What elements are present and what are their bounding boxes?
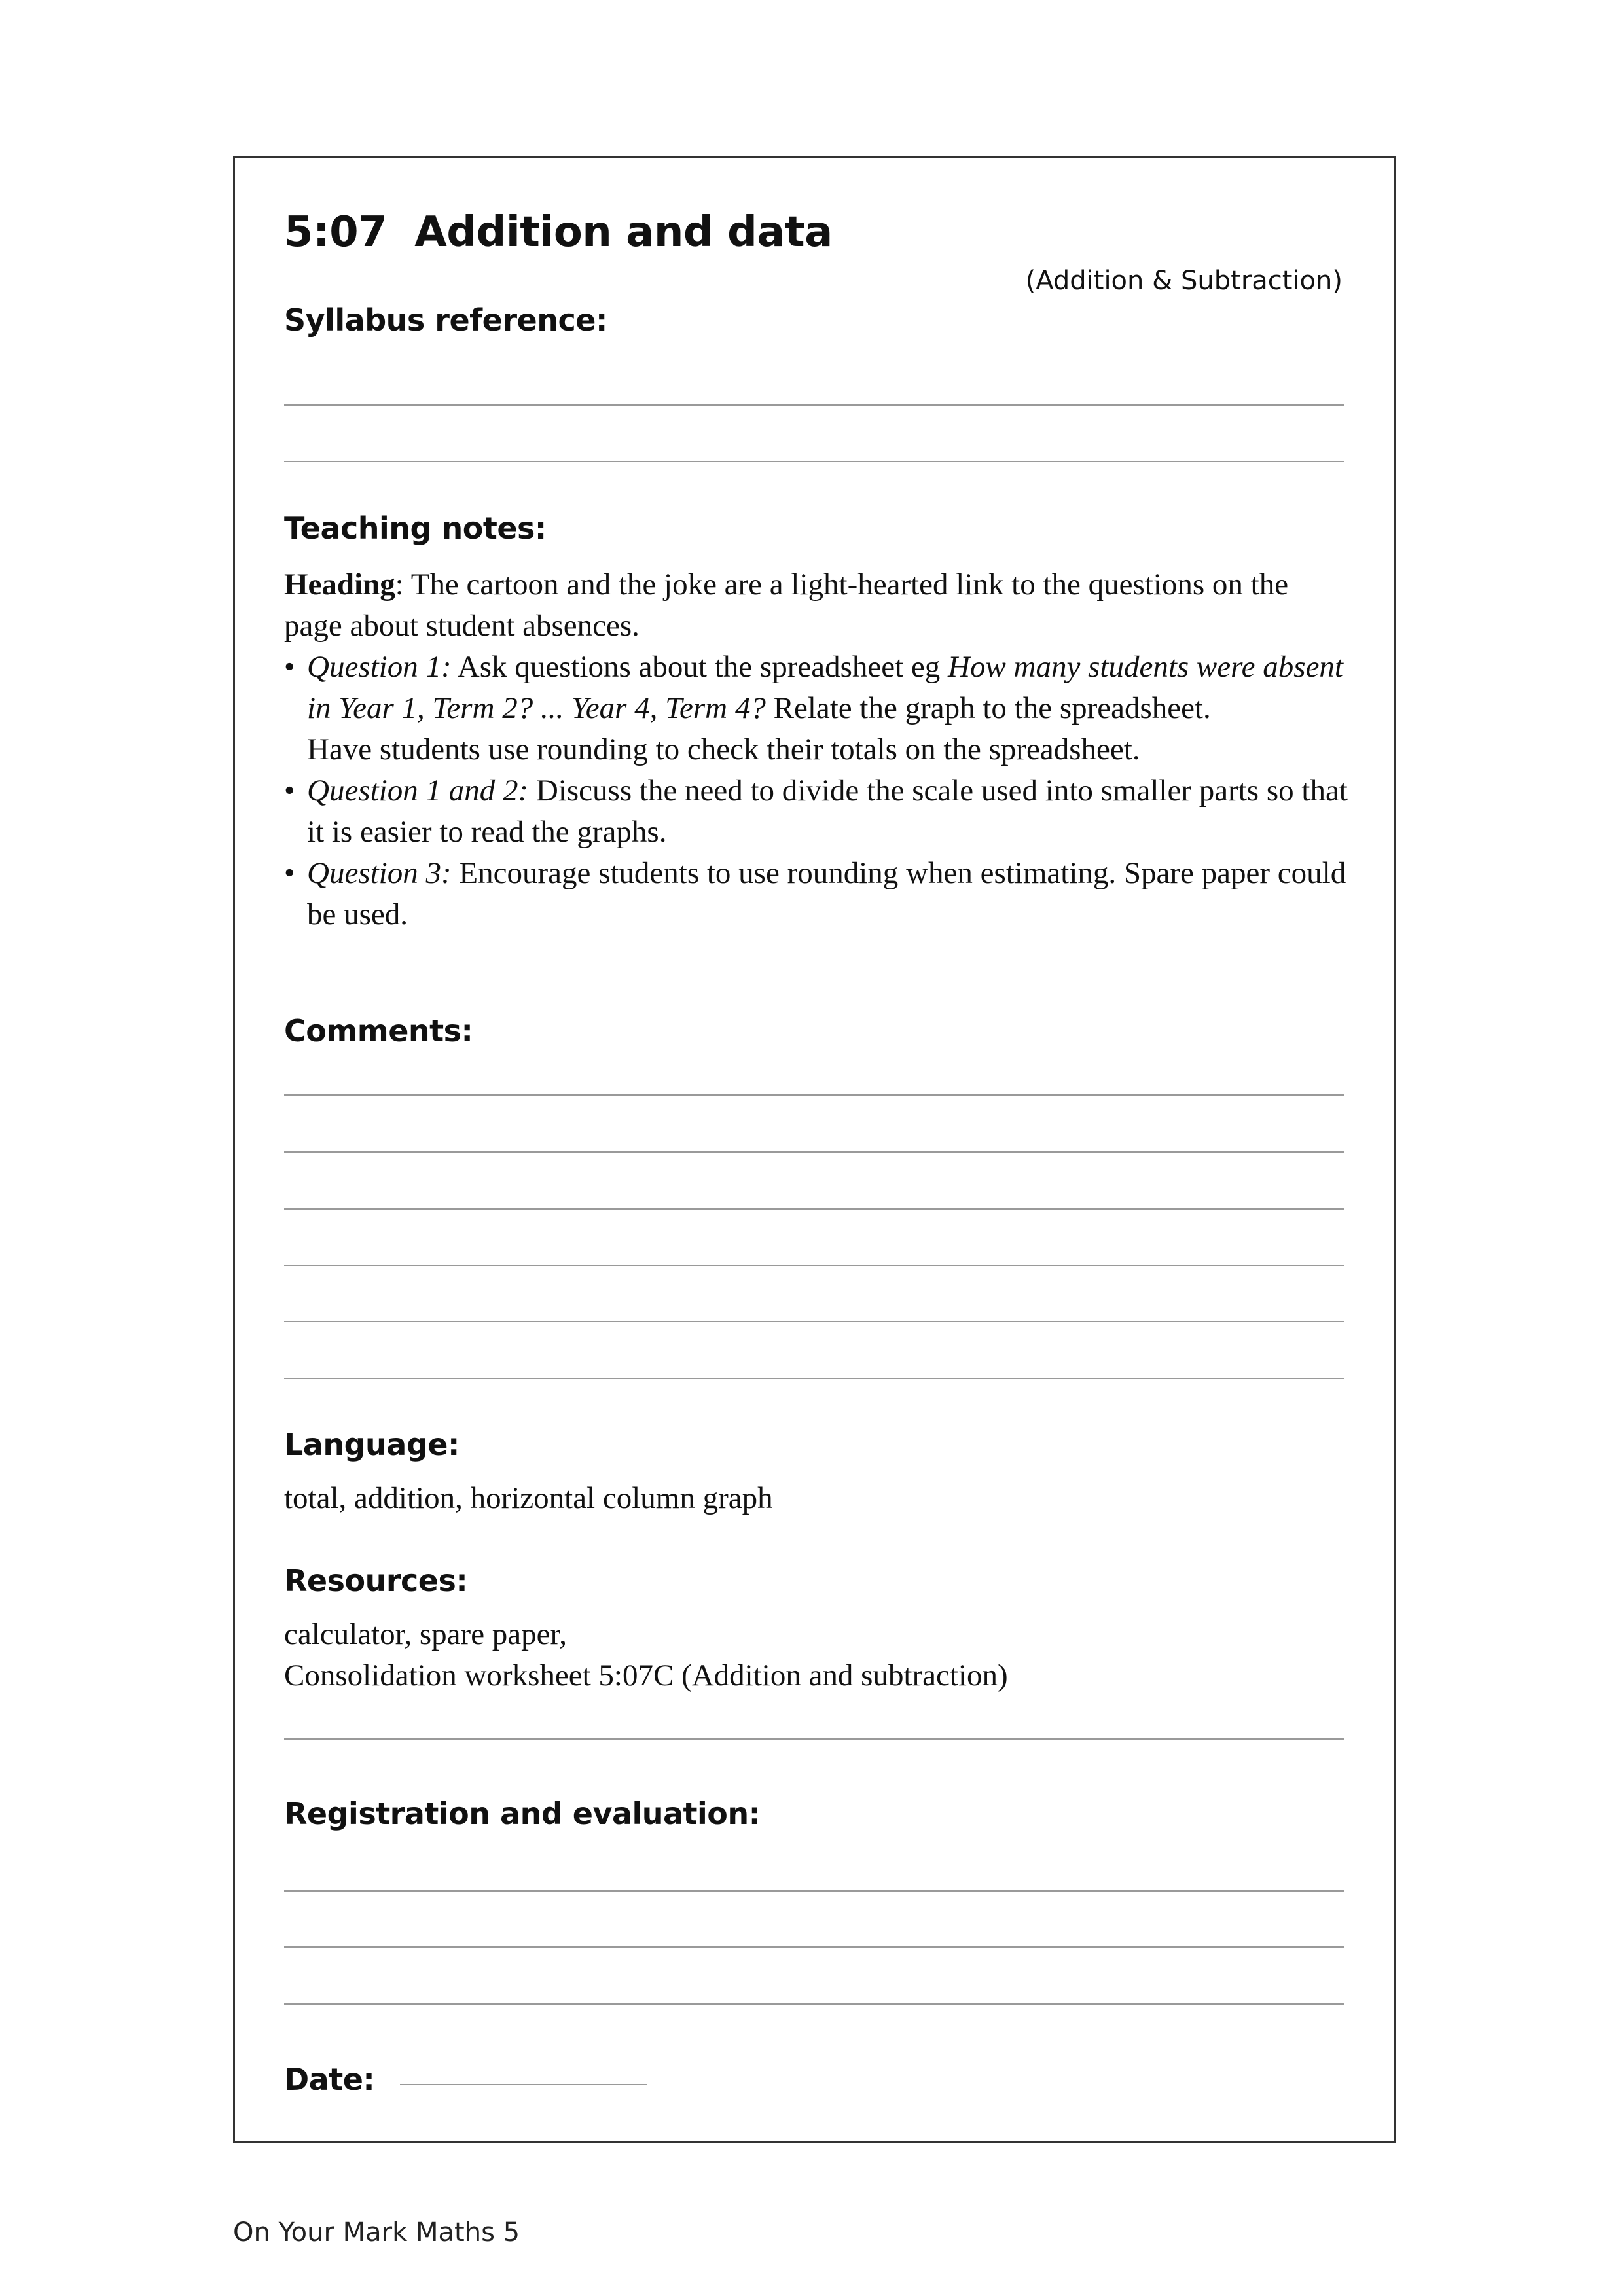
resources-line-1: calculator, spare paper, — [284, 1617, 568, 1651]
q12-text: Discuss the need to divide the scale used into smaller parts so that it is easier to read the graphs. — [307, 774, 1348, 849]
q3-text: Encourage students to use rounding when estimating. Spare paper could be used. — [307, 856, 1346, 931]
registration-line-2 — [284, 1946, 1344, 1948]
syllabus-heading: Syllabus reference: — [284, 302, 607, 338]
teaching-notes-heading: Teaching notes: — [284, 511, 547, 546]
comments-line-4 — [284, 1265, 1344, 1266]
resources-line-2: Consolidation worksheet 5:07C (Addition and subtraction) — [284, 1659, 1008, 1693]
syllabus-line-2 — [284, 461, 1344, 462]
registration-line-1 — [284, 1890, 1344, 1892]
resources-text — [284, 1614, 1351, 1696]
language-heading: Language: — [284, 1427, 460, 1462]
registration-line-3 — [284, 2003, 1344, 2005]
lesson-number: 5:07 — [284, 208, 388, 257]
bullet-question-1 — [284, 647, 1351, 729]
intro-paragraph — [284, 564, 1351, 647]
q1-italic: How many students were absent in Year 1, Term 2? ... Year 4, Term 4? — [307, 650, 1343, 725]
footer-text: On Your Mark Maths 5 — [233, 2217, 520, 2248]
registration-heading: Registration and evaluation: — [284, 1796, 761, 1831]
q1-text-b: Relate the graph to the spreadsheet. — [765, 691, 1211, 725]
syllabus-line-1 — [284, 404, 1344, 406]
comments-line-3 — [284, 1208, 1344, 1210]
comments-heading: Comments: — [284, 1013, 473, 1049]
intro-text: : The cartoon and the joke are a light-hearted link to the questions on the page about student absences. — [284, 567, 1289, 643]
date-heading: Date: — [284, 2062, 375, 2097]
bullet-dot-icon: • — [284, 774, 295, 808]
language-text: total, addition, horizontal column graph — [284, 1481, 773, 1515]
teaching-notes-body — [284, 564, 1351, 935]
comments-line-6 — [284, 1378, 1344, 1379]
bullet-dot-icon: • — [284, 856, 295, 890]
bullet-dot-icon: • — [284, 650, 295, 684]
bullet-question-1-2 — [284, 770, 1351, 853]
page-title — [284, 208, 833, 257]
q1-extra: Have students use rounding to check their totals on the spreadsheet. — [307, 732, 1140, 766]
resources-heading: Resources: — [284, 1563, 468, 1598]
lesson-title: Addition and data — [414, 208, 833, 257]
strand-label: (Addition & Subtraction) — [1025, 266, 1343, 296]
comments-line-5 — [284, 1321, 1344, 1322]
bullet-question-3 — [284, 853, 1351, 935]
resources-line — [284, 1738, 1344, 1740]
q12-label: Question 1 and 2: — [307, 774, 529, 808]
q3-label: Question 3: — [307, 856, 452, 890]
comments-line-1 — [284, 1094, 1344, 1096]
q1-text-a: Ask questions about the spreadsheet eg — [451, 650, 948, 684]
date-line — [400, 2084, 647, 2085]
q1-label: Question 1: — [307, 650, 452, 684]
page-frame — [233, 156, 1396, 2143]
intro-bold: Heading — [284, 567, 395, 601]
comments-line-2 — [284, 1151, 1344, 1153]
